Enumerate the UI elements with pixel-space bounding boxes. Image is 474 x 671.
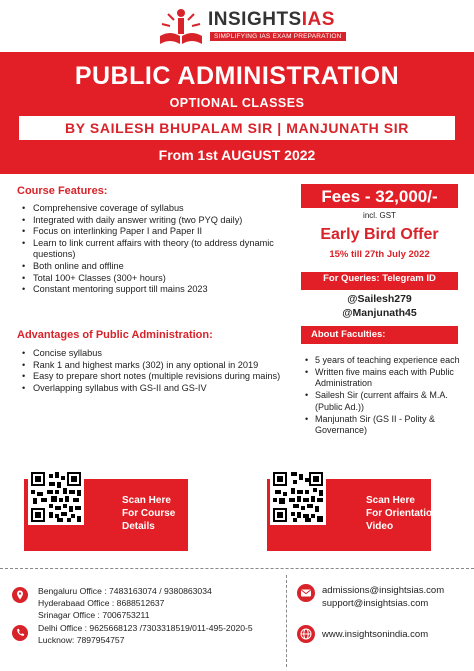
advantages-title: Advantages of Public Administration: [17, 329, 213, 341]
page-subtitle: OPTIONAL CLASSES [169, 96, 305, 110]
course-features-title: Course Features: [17, 185, 108, 197]
list-item: • Written five mains each with Public Administration [304, 367, 460, 390]
list-item: • Comprehensive coverage of syllabus [20, 203, 300, 215]
course-features-list [20, 203, 300, 296]
telegram-handle[interactable]: @Sailesh279 [347, 293, 412, 305]
list-item: • Overlapping syllabus with GS-II and GS-IV [20, 383, 300, 395]
page-title: PUBLIC ADMINISTRATION [74, 62, 400, 90]
list-item: • Manjunath Sir (GS II - Polity & Governance) [304, 414, 460, 437]
location-pin-icon [12, 587, 28, 603]
gst-note: incl. GST [363, 211, 396, 220]
list-item: Hyderabaad Office : 8688512637 [38, 598, 165, 609]
brand-name: INSIGHTSIAS [208, 9, 335, 30]
brand-tagline: SIMPLIFYING IAS EXAM PREPARATION [210, 32, 346, 41]
early-bird-offer: Early Bird Offer [320, 226, 439, 243]
list-item: Srinagar Office : 7006753211 [38, 610, 150, 621]
queries-label: For Queries: Telegram ID [323, 273, 436, 284]
website-link[interactable]: www.insightsonindia.com [322, 629, 429, 640]
brand-logo [158, 6, 342, 48]
list-item: • Focus on interlinking Paper I and Paper II [20, 226, 300, 238]
email-contacts [322, 584, 444, 610]
office-contacts [38, 585, 253, 646]
list-item: • Sailesh Sir (current affairs & M.A. (Public Ad.)) [304, 390, 460, 413]
email-link[interactable]: admissions@insightsias.com [322, 585, 445, 596]
about-faculties-title: About Faculties: [301, 326, 458, 344]
telegram-handle[interactable]: @Manjunath45 [342, 307, 417, 319]
scan-course-text: Scan Here For Course Details [122, 495, 176, 532]
list-item: • Constant mentoring support till mains 2023 [20, 284, 300, 296]
list-item: Delhi Office : 9625668123 /7303318519/011-495-2020-5 [38, 622, 253, 633]
list-item: • Learn to link current affairs with theory (to address dynamic questions) [20, 238, 300, 261]
list-item: • Integrated with daily answer writing (two PYQ daily) [20, 215, 300, 227]
list-item: • 5 years of teaching experience each [304, 355, 460, 366]
list-item: • Easy to prepare short notes (multiple revisions during mains) [20, 371, 300, 383]
footer-column-divider [286, 575, 287, 667]
fees-amount: Fees - 32,000/- [321, 187, 438, 206]
globe-icon [297, 625, 315, 643]
list-item: Lucknow: 7897954757 [38, 634, 125, 645]
qr-code-icon[interactable] [270, 469, 326, 525]
scan-orientation-text: Scan Here For Orientation Video [366, 495, 439, 532]
mail-icon [297, 584, 315, 602]
email-link[interactable]: support@insightsias.com [322, 598, 429, 609]
list-item: • Rank 1 and highest marks (302) in any optional in 2019 [20, 360, 300, 372]
phone-icon [12, 625, 28, 641]
list-item: • Concise syllabus [20, 348, 300, 360]
about-faculties-list [304, 355, 460, 437]
advantages-list [20, 348, 300, 394]
list-item: Bengaluru Office : 7483163074 / 9380863034 [38, 586, 212, 596]
list-item: • Total 100+ Classes (300+ hours) [20, 273, 300, 285]
list-item: • Both online and offline [20, 261, 300, 273]
logo-mark-icon [158, 6, 204, 46]
footer-divider [0, 568, 474, 569]
start-date: From 1st AUGUST 2022 [158, 147, 316, 163]
discount-note: 15% till 27th July 2022 [329, 249, 430, 260]
faculty-strip: BY SAILESH BHUPALAM SIR | MANJUNATH SIR [19, 116, 455, 140]
qr-code-icon[interactable] [28, 469, 84, 525]
